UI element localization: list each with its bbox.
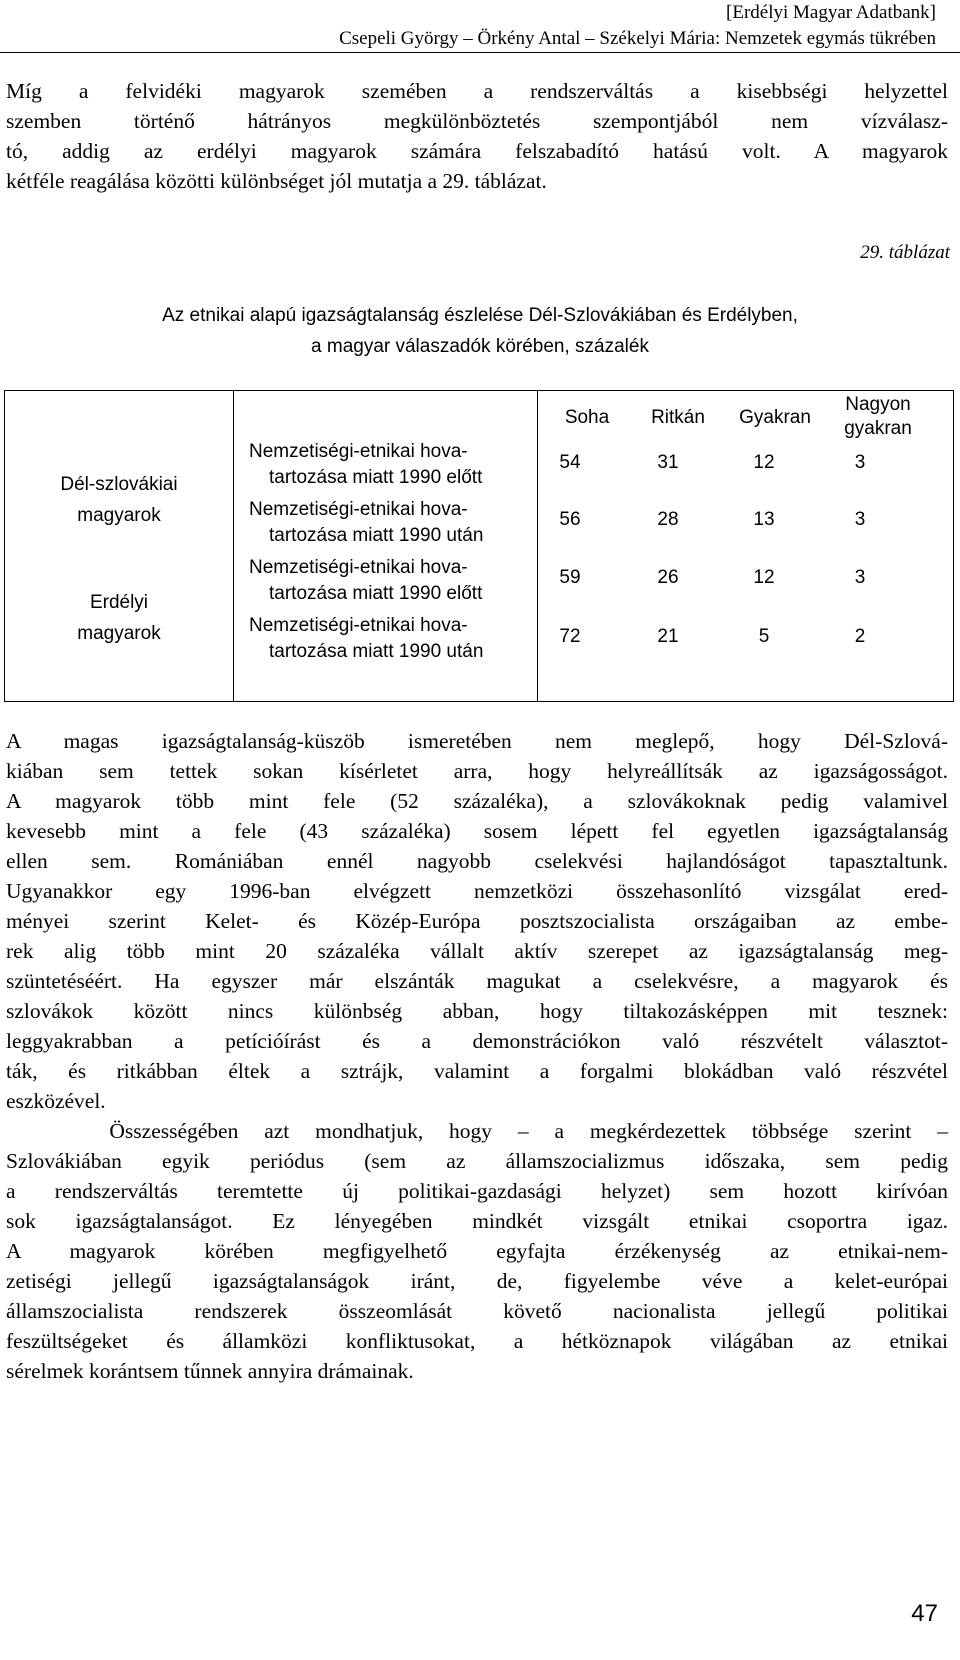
group-line: magyarok bbox=[77, 623, 161, 644]
table-caption bbox=[0, 300, 960, 362]
row-label-line: Nemzetiségi-etnikai hova- bbox=[249, 557, 468, 578]
page-header bbox=[339, 0, 936, 52]
text-line: ményei szerint Kelet- és Közép-Európa posztszocialista országaiban az embe- bbox=[6, 909, 948, 933]
text-line: a rendszerváltás teremtette új politikai-gazdasági helyzet) sem hozott kirívóan bbox=[6, 1179, 948, 1203]
row-label-line: tartozása miatt 1990 után bbox=[269, 525, 484, 546]
text-line: feszültségeket és államközi konfliktusokat, a hétköznapok világában az etnikai bbox=[6, 1329, 948, 1353]
table-cell: 31 bbox=[657, 452, 679, 473]
caption-line: Az etnikai alapú igazságtalanság észlelése Dél-Szlovákiában és Erdélyben, bbox=[162, 305, 798, 326]
page-number: 47 bbox=[911, 1600, 938, 1627]
col-header-line: Nagyon bbox=[845, 394, 911, 415]
group-line: Erdélyi bbox=[89, 592, 149, 613]
table-divider bbox=[233, 391, 234, 701]
text-line: Míg a felvidéki magyarok szemében a rendszerváltás a kisebbségi helyzettel bbox=[6, 79, 948, 103]
group-line: magyarok bbox=[77, 505, 161, 526]
text-line: leggyakrabban a petícióírást és a demonstrációkon való részvételt választot- bbox=[6, 1029, 948, 1053]
text-line: sérelmek korántsem tűnnek annyira drámainak. bbox=[6, 1359, 414, 1383]
table-label: 29. táblázat bbox=[860, 242, 950, 263]
col-header-ritkan: Ritkán bbox=[651, 407, 705, 428]
table-cell: 12 bbox=[753, 452, 775, 473]
table-cell: 21 bbox=[657, 626, 679, 647]
table-cell: 59 bbox=[559, 567, 581, 588]
col-header-line: gyakran bbox=[844, 418, 912, 439]
text-line: tó, addig az erdélyi magyarok számára felszabadító hatású volt. A magyarok bbox=[6, 139, 948, 163]
text-line: kétféle reagálása közötti különbséget jól mutatja a 29. táblázat. bbox=[6, 169, 547, 193]
text-line: államszocialista rendszerek összeomlását követő nacionalista jellegű politikai bbox=[6, 1299, 948, 1323]
text-line: kiában sem tettek sokan kísérletet arra, hogy helyreállítsák az igazságosságot. bbox=[6, 759, 948, 783]
row-label bbox=[249, 439, 539, 491]
text-line: A magas igazságtalanság-küszöb ismeretében nem meglepő, hogy Dél-Szlová- bbox=[6, 729, 948, 753]
table-cell: 28 bbox=[657, 509, 679, 530]
col-header-soha: Soha bbox=[564, 407, 610, 428]
text-line: rek alig több mint 20 százaléka vállalt aktív szerepet az igazságtalanság meg- bbox=[6, 939, 948, 963]
group-del-szlovakiai bbox=[5, 469, 233, 531]
text-line: kevesebb mint a fele (43 százaléka) sosem lépett fel egyetlen igazságtalanság bbox=[6, 819, 948, 843]
text-line: A magyarok több mint fele (52 százaléka), a szlovákoknak pedig valamivel bbox=[6, 789, 948, 813]
table-cell: 26 bbox=[657, 567, 679, 588]
text-line: Ugyanakkor egy 1996-ban elvégzett nemzetközi összehasonlító vizsgálat ered- bbox=[6, 879, 948, 903]
text-line: szüntetéséért. Ha egyszer már elszánták magukat a cselekvésre, a magyarok és bbox=[6, 969, 948, 993]
table-cell: 56 bbox=[559, 509, 581, 530]
table-cell: 54 bbox=[559, 452, 581, 473]
header-rule bbox=[0, 52, 960, 53]
caption-line: a magyar válaszadók körében, százalék bbox=[311, 336, 649, 357]
col-header-gyakran: Gyakran bbox=[739, 407, 811, 428]
source-label: [Erdélyi Magyar Adatbank] bbox=[726, 2, 936, 23]
citation-label: Csepeli György – Örkény Antal – Székelyi Mária: Nemzetek egymás tükrében bbox=[339, 28, 936, 49]
text-line: sok igazságtalanságot. Ez lényegében mindkét vizsgált etnikai csoportra igaz. bbox=[6, 1209, 948, 1233]
row-label-line: tartozása miatt 1990 előtt bbox=[269, 583, 483, 604]
text-line: szemben történő hátrányos megkülönböztetés szempontjából nem vízválasz- bbox=[6, 109, 948, 133]
row-label bbox=[249, 497, 539, 549]
table-cell: 3 bbox=[854, 452, 866, 473]
text-line: eszközével. bbox=[6, 1089, 106, 1113]
group-erdelyi bbox=[5, 587, 233, 649]
table-cell: 72 bbox=[559, 626, 581, 647]
text-line: zetiségi jellegű igazságtalanságok iránt, de, figyelembe véve a kelet-európai bbox=[6, 1269, 948, 1293]
row-label-line: Nemzetiségi-etnikai hova- bbox=[249, 441, 468, 462]
text-line: Szlovákiában egyik periódus (sem az államszocializmus időszaka, sem pedig bbox=[6, 1149, 948, 1173]
row-label bbox=[249, 555, 539, 607]
row-label-line: tartozása miatt 1990 előtt bbox=[269, 467, 483, 488]
table-cell: 12 bbox=[753, 567, 775, 588]
col-header-nagyon-gyakran bbox=[823, 393, 933, 441]
row-label-line: Nemzetiségi-etnikai hova- bbox=[249, 499, 468, 520]
text-line: szlovákok között nincs különbség abban, hogy tiltakozásképpen mit tesznek: bbox=[6, 999, 948, 1023]
table-cell: 5 bbox=[758, 626, 770, 647]
body-text bbox=[6, 726, 948, 1386]
row-label-line: Nemzetiségi-etnikai hova- bbox=[249, 615, 468, 636]
row-label bbox=[249, 613, 539, 665]
text-line: A magyarok körében megfigyelhető egyfajta érzékenység az etnikai-nem- bbox=[6, 1239, 948, 1263]
row-label-line: tartozása miatt 1990 után bbox=[269, 641, 484, 662]
table-cell: 3 bbox=[854, 567, 866, 588]
text-line: Összességében azt mondhatjuk, hogy – a megkérdezettek többsége szerint – bbox=[6, 1119, 948, 1143]
intro-paragraph bbox=[6, 76, 948, 196]
text-line: ellen sem. Romániában ennél nagyobb cselekvési hajlandóságot tapasztaltunk. bbox=[6, 849, 948, 873]
table-cell: 2 bbox=[854, 626, 866, 647]
text-line: ták, és ritkábban éltek a sztrájk, valamint a forgalmi blokádban való részvétel bbox=[6, 1059, 948, 1083]
data-table bbox=[4, 390, 954, 702]
table-cell: 3 bbox=[854, 509, 866, 530]
group-line: Dél-szlovákiai bbox=[60, 474, 178, 495]
table-cell: 13 bbox=[753, 509, 775, 530]
